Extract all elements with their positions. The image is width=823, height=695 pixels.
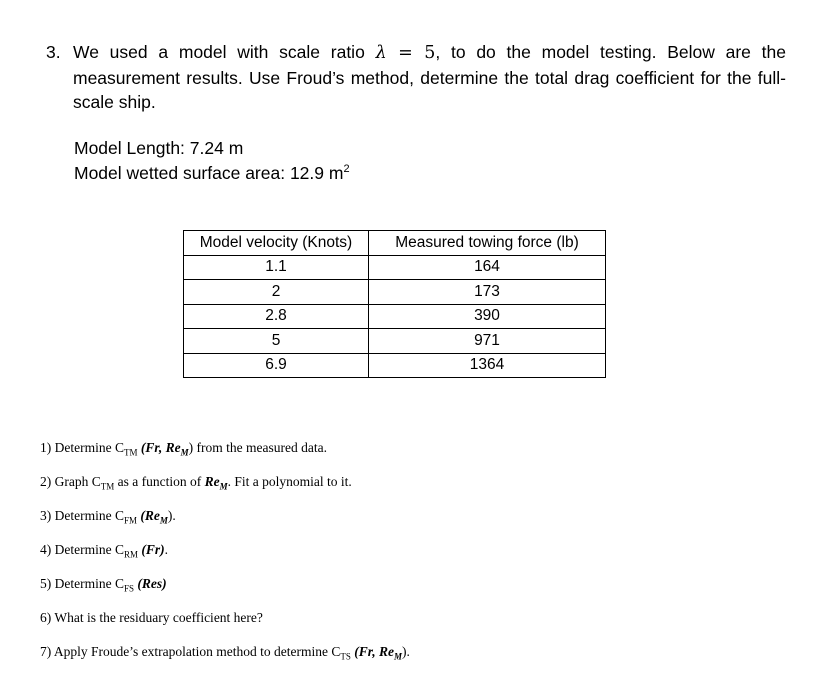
task-text: 1) Determine C (40, 440, 124, 455)
model-length: Model Length: 7.24 m (74, 138, 244, 158)
task-item (40, 438, 410, 472)
force-cell: 164 (369, 255, 606, 280)
task-text: 5) Determine C (40, 576, 124, 591)
task-item (40, 642, 410, 676)
task-symbol: (Res) (137, 576, 167, 591)
table-row (184, 353, 606, 378)
task-text-suffix: . (164, 542, 168, 557)
task-subscript: FM (123, 515, 137, 526)
task-symbol: (Fr) (141, 542, 165, 557)
squared-superscript: 2 (343, 163, 350, 176)
lambda-symbol: λ (375, 43, 387, 63)
task-item (40, 574, 410, 608)
scale-ratio-value: = 5 (386, 43, 436, 63)
question-block (46, 40, 786, 115)
force-cell: 173 (369, 280, 606, 305)
table-row (184, 280, 606, 305)
task-subscript: FS (123, 583, 134, 594)
velocity-cell: 2 (184, 280, 369, 305)
task-symbol-subscript: M (393, 651, 402, 662)
task-symbol-subscript: M (159, 515, 168, 526)
force-cell: 390 (369, 304, 606, 329)
table-row (184, 304, 606, 329)
velocity-cell: 5 (184, 329, 369, 354)
question-text-part1: We used a model with scale ratio (73, 42, 376, 62)
velocity-cell: 6.9 (184, 353, 369, 378)
task-text: 2) Graph C (40, 474, 101, 489)
model-info (74, 136, 350, 186)
task-item (40, 540, 410, 574)
task-text: 7) Apply Froude’s extrapolation method to determine C (40, 644, 341, 659)
measurement-table (183, 230, 606, 378)
task-list (40, 438, 410, 676)
task-symbol-subscript: M (180, 447, 189, 458)
task-symbol: (Fr, Re (354, 644, 394, 659)
table-header-row (184, 231, 606, 256)
task-item (40, 608, 410, 642)
task-subscript: TS (340, 651, 351, 662)
task-subscript: TM (100, 481, 115, 492)
velocity-cell: 1.1 (184, 255, 369, 280)
task-subscript: RM (123, 549, 138, 560)
force-cell: 1364 (369, 353, 606, 378)
task-text-suffix: . Fit a polynomial to it. (227, 474, 352, 489)
task-text-suffix: ). (402, 644, 410, 659)
task-subscript: TM (123, 447, 138, 458)
task-symbol: (Fr, Re (140, 440, 181, 455)
task-text: 6) What is the residuary coefficient here? (40, 610, 263, 625)
question-number: 3. (46, 42, 61, 62)
question-text-part2: , to do the model testing. Below are the measurement results. Use Froud’s method, determine the total drag coefficient for the full-scale ship. (73, 42, 786, 112)
model-surface-area (74, 161, 350, 186)
task-text-suffix: ) from the measured data. (188, 440, 327, 455)
task-symbol: Re (204, 474, 220, 489)
force-cell: 971 (369, 329, 606, 354)
header-model-velocity: Model velocity (Knots) (184, 231, 369, 256)
task-text-mid: as a function of (114, 474, 205, 489)
task-item (40, 472, 410, 506)
task-text: 4) Determine C (40, 542, 124, 557)
question-text (73, 40, 786, 115)
model-surface-area-text: Model wetted surface area: 12.9 m (74, 163, 344, 183)
task-text-suffix: ). (167, 508, 176, 523)
table-row (184, 329, 606, 354)
header-towing-force: Measured towing force (lb) (369, 231, 606, 256)
task-symbol: (Re (140, 508, 160, 523)
task-text: 3) Determine C (40, 508, 124, 523)
velocity-cell: 2.8 (184, 304, 369, 329)
table-row (184, 255, 606, 280)
task-item (40, 506, 410, 540)
task-symbol-subscript: M (219, 481, 228, 492)
